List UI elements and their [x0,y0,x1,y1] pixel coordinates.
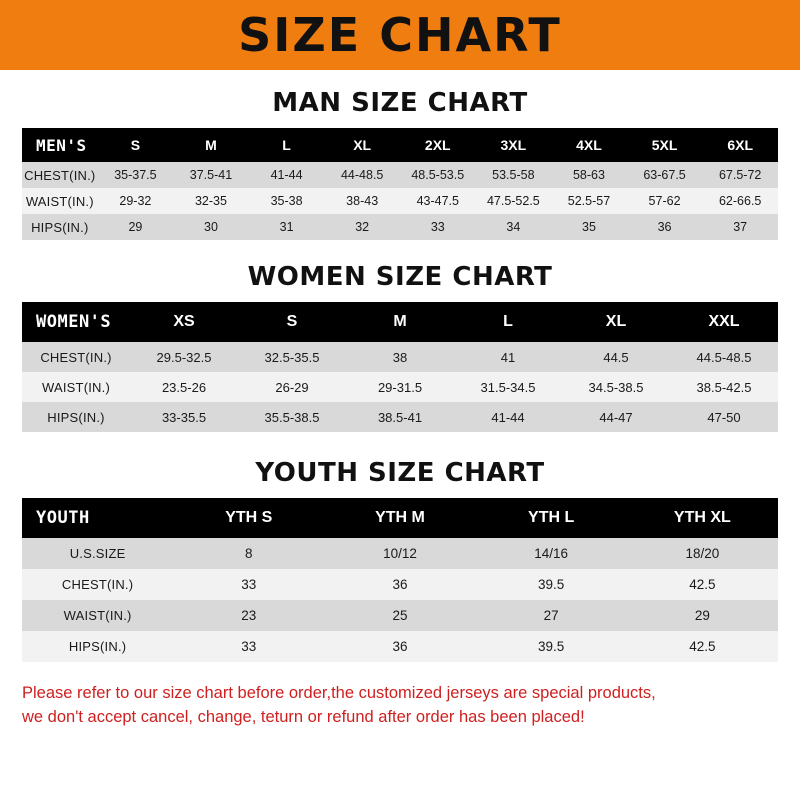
youth-r0-c0: U.S.SIZE [22,538,173,569]
youth-col-0: YOUTH [22,498,173,538]
man-r0-c3: 41-44 [249,162,325,188]
man-col-2: M [173,128,249,162]
man-r2-c7: 35 [551,214,627,240]
man-r1-c6: 47.5-52.5 [476,188,552,214]
man-col-7: 4XL [551,128,627,162]
man-col-4: XL [324,128,400,162]
women-r2-c4: 41-44 [454,402,562,432]
man-col-0: MEN'S [22,128,98,162]
man-r2-c0: HIPS(IN.) [22,214,98,240]
table-row [22,631,778,662]
man-r1-c1: 29-32 [98,188,174,214]
man-r0-c1: 35-37.5 [98,162,174,188]
man-r1-c0: WAIST(IN.) [22,188,98,214]
man-r2-c2: 30 [173,214,249,240]
table-row [22,569,778,600]
man-r0-c6: 53.5-58 [476,162,552,188]
table-row [22,342,778,372]
table-header-row [22,128,778,162]
page-title: SIZE CHART [238,8,562,62]
man-r0-c5: 48.5-53.5 [400,162,476,188]
table-header-row [22,498,778,538]
table-row [22,162,778,188]
women-r1-c5: 34.5-38.5 [562,372,670,402]
youth-r3-c3: 39.5 [476,631,627,662]
man-r0-c7: 58-63 [551,162,627,188]
youth-col-1: YTH S [173,498,324,538]
women-r1-c0: WAIST(IN.) [22,372,130,402]
youth-r2-c3: 27 [476,600,627,631]
women-col-5: XL [562,302,670,342]
table-row [22,402,778,432]
table-row [22,188,778,214]
youth-r1-c1: 33 [173,569,324,600]
man-r1-c2: 32-35 [173,188,249,214]
youth-r2-c2: 25 [324,600,475,631]
table-row [22,600,778,631]
man-col-9: 6XL [702,128,778,162]
women-r0-c1: 29.5-32.5 [130,342,238,372]
women-r2-c0: HIPS(IN.) [22,402,130,432]
women-col-3: M [346,302,454,342]
footer-line-2: we don't accept cancel, change, teturn or refund after order has been placed! [22,707,585,726]
man-r0-c4: 44-48.5 [324,162,400,188]
man-r2-c1: 29 [98,214,174,240]
man-col-6: 3XL [476,128,552,162]
man-r2-c6: 34 [476,214,552,240]
man-r1-c4: 38-43 [324,188,400,214]
youth-section-title: YOUTH SIZE CHART [255,458,545,488]
women-r1-c6: 38.5-42.5 [670,372,778,402]
women-table-head [22,302,778,342]
youth-r0-c3: 14/16 [476,538,627,569]
youth-table-body [22,538,778,662]
women-r0-c4: 41 [454,342,562,372]
women-r2-c6: 47-50 [670,402,778,432]
man-r2-c9: 37 [702,214,778,240]
man-r2-c3: 31 [249,214,325,240]
women-r2-c5: 44-47 [562,402,670,432]
women-size-table [22,302,778,432]
header-banner [0,0,800,70]
youth-r0-c2: 10/12 [324,538,475,569]
man-col-3: L [249,128,325,162]
footer-line-1: Please refer to our size chart before order,the customized jerseys are special products, [22,684,656,702]
women-r1-c2: 26-29 [238,372,346,402]
women-r2-c3: 38.5-41 [346,402,454,432]
women-r1-c3: 29-31.5 [346,372,454,402]
table-header-row [22,302,778,342]
man-section-title: MAN SIZE CHART [272,88,528,118]
man-r0-c0: CHEST(IN.) [22,162,98,188]
man-r0-c2: 37.5-41 [173,162,249,188]
man-r1-c7: 52.5-57 [551,188,627,214]
youth-r3-c0: HIPS(IN.) [22,631,173,662]
man-size-table [22,128,778,240]
youth-r0-c1: 8 [173,538,324,569]
youth-r1-c2: 36 [324,569,475,600]
youth-r2-c4: 29 [627,600,778,631]
youth-r2-c1: 23 [173,600,324,631]
women-r0-c6: 44.5-48.5 [670,342,778,372]
youth-r1-c0: CHEST(IN.) [22,569,173,600]
man-r1-c3: 35-38 [249,188,325,214]
women-r0-c3: 38 [346,342,454,372]
man-r2-c5: 33 [400,214,476,240]
women-r0-c5: 44.5 [562,342,670,372]
youth-size-table [22,498,778,662]
youth-r0-c4: 18/20 [627,538,778,569]
youth-r3-c2: 36 [324,631,475,662]
man-r1-c9: 62-66.5 [702,188,778,214]
women-col-0: WOMEN'S [22,302,130,342]
women-col-6: XXL [670,302,778,342]
women-r1-c4: 31.5-34.5 [454,372,562,402]
women-r0-c0: CHEST(IN.) [22,342,130,372]
youth-col-4: YTH XL [627,498,778,538]
youth-table-head [22,498,778,538]
women-r0-c2: 32.5-35.5 [238,342,346,372]
man-table-body [22,162,778,240]
youth-r3-c1: 33 [173,631,324,662]
women-r1-c1: 23.5-26 [130,372,238,402]
youth-col-3: YTH L [476,498,627,538]
youth-r1-c4: 42.5 [627,569,778,600]
women-table-body [22,342,778,432]
table-row [22,372,778,402]
man-col-5: 2XL [400,128,476,162]
chart-content [0,88,800,662]
man-r2-c4: 32 [324,214,400,240]
women-col-1: XS [130,302,238,342]
man-table-head [22,128,778,162]
man-col-1: S [98,128,174,162]
man-r0-c9: 67.5-72 [702,162,778,188]
footer-note [0,682,800,730]
man-r1-c8: 57-62 [627,188,703,214]
table-row [22,538,778,569]
man-r2-c8: 36 [627,214,703,240]
youth-col-2: YTH M [324,498,475,538]
youth-r2-c0: WAIST(IN.) [22,600,173,631]
man-r0-c8: 63-67.5 [627,162,703,188]
women-col-4: L [454,302,562,342]
man-r1-c5: 43-47.5 [400,188,476,214]
table-row [22,214,778,240]
women-section-title: WOMEN SIZE CHART [247,262,553,292]
women-col-2: S [238,302,346,342]
women-r2-c2: 35.5-38.5 [238,402,346,432]
youth-r3-c4: 42.5 [627,631,778,662]
women-r2-c1: 33-35.5 [130,402,238,432]
youth-r1-c3: 39.5 [476,569,627,600]
man-col-8: 5XL [627,128,703,162]
